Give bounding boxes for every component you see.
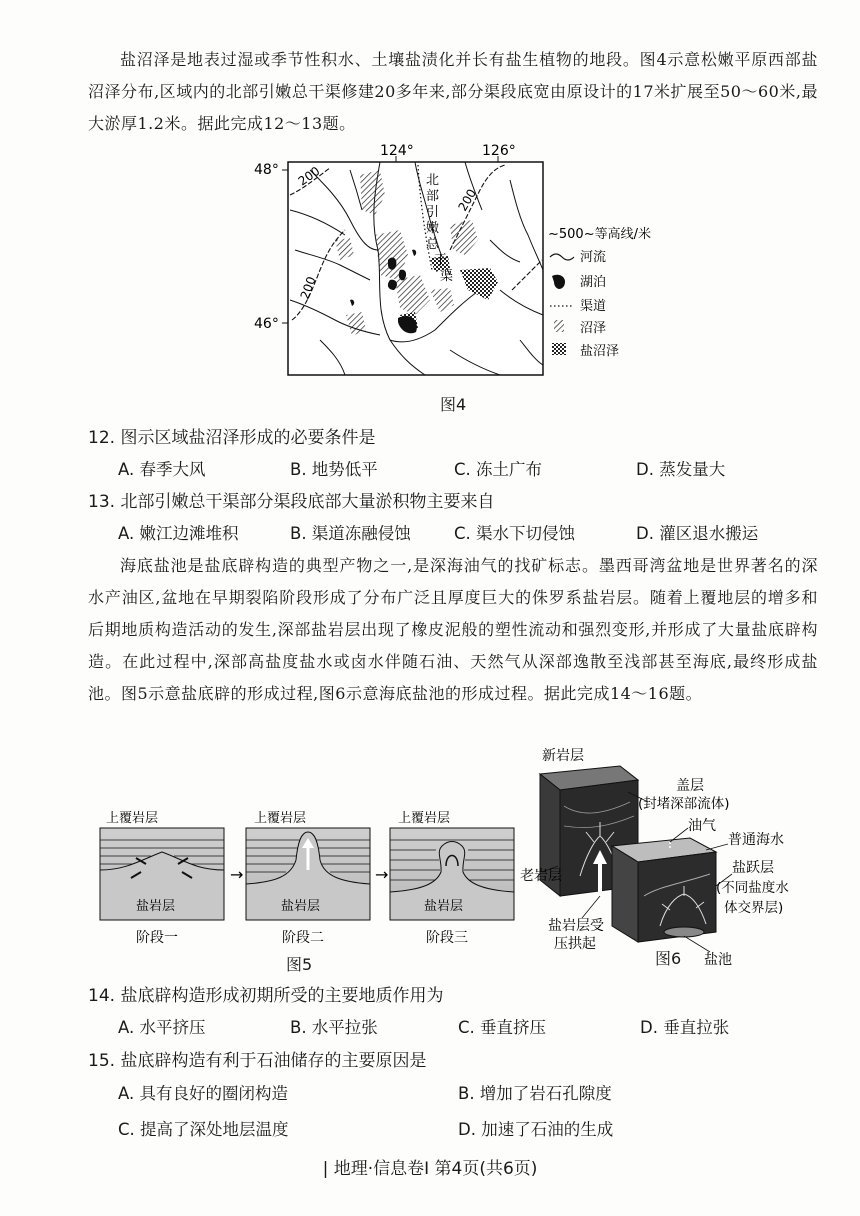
question-14-options (118, 1014, 818, 1040)
canal-char: 嫩 (426, 221, 440, 236)
question-13-options (118, 520, 818, 546)
legend-salt-marsh: 盐沼泽 (580, 344, 620, 359)
page-footer: | 地理·信息卷Ⅰ 第4页(共6页) (322, 1159, 538, 1179)
q13-option-b[interactable]: B. 渠道冻融侵蚀 (290, 524, 411, 543)
q15-option-b[interactable]: B. 增加了岩石孔隙度 (458, 1084, 612, 1103)
label-seawater: 普通海水 (728, 832, 784, 848)
stage-2-block (246, 810, 370, 946)
label-halocline: 盐跃层 (732, 860, 774, 876)
q13-option-c[interactable]: C. 渠水下切侵蚀 (454, 524, 576, 543)
question-12-stem: 12. 图示区域盐沼泽形成的必要条件是 (88, 428, 376, 448)
legend-river: 河流 (580, 250, 607, 265)
question-13-stem: 13. 北部引嫩总干渠部分渠段底部大量淤积物主要来自 (88, 492, 495, 512)
marsh-legend-icon (554, 320, 564, 332)
label-halocline-note-1: (不同盐度水 (716, 880, 789, 896)
legend-lake: 湖泊 (580, 275, 607, 290)
canal-char: 引 (426, 205, 440, 220)
latitude-48-label: 48° (254, 162, 279, 178)
q15-option-c[interactable]: C. 提高了深处地层温度 (118, 1120, 289, 1139)
question-15-options-row-2 (118, 1116, 818, 1142)
figure-5-diagram (96, 800, 516, 950)
passage-text: 盐沼泽是地表过湿或季节性积水、土壤盐渍化并长有盐生植物的地段。图4示意松嫩平原西部盐沼泽分布,区域内的北部引嫩总干渠修建20多年来,部分渠段底宽由原设计的17米扩展至50～60米,最大淤厚1.2米。据此完成12～13题。 (88, 50, 818, 133)
salt-marsh-legend-icon (552, 343, 566, 355)
q12-option-b[interactable]: B. 地势低平 (290, 460, 378, 479)
stage-1-label: 阶段一 (136, 930, 178, 946)
label-brine-pool: 盐池 (704, 952, 732, 968)
legend-canal: 渠道 (580, 299, 607, 314)
canal-char: 部 (426, 189, 440, 204)
canal-char: 总 (426, 237, 440, 252)
label-halocline-note-2: 体交界层) (724, 900, 784, 916)
longitude-126-label: 126° (482, 143, 516, 159)
q12-option-a[interactable]: A. 春季大风 (118, 460, 206, 479)
q15-option-d[interactable]: D. 加速了石油的生成 (458, 1120, 614, 1139)
longitude-124-label: 124° (380, 143, 414, 159)
canal-char: 干 (434, 253, 448, 268)
question-15-options-row-1 (118, 1080, 818, 1106)
river-legend-icon (550, 254, 574, 260)
q12-option-d[interactable]: D. 蒸发量大 (636, 460, 726, 479)
q14-option-a[interactable]: A. 水平挤压 (118, 1018, 206, 1037)
stage-2-salt-label: 盐岩层 (281, 899, 321, 914)
passage-salt-marsh (88, 44, 818, 140)
arrow-1: → (230, 865, 244, 884)
arrow-2: → (375, 865, 389, 884)
label-cap-note: (封堵深部流体) (638, 796, 730, 812)
stage-3-block (390, 810, 514, 946)
stage-3-label: 阶段三 (426, 930, 468, 946)
contour-label-nw: 200 (295, 163, 323, 189)
question-12-options (118, 456, 818, 482)
label-uplift-1: 盐岩层受 (548, 918, 604, 934)
q15-option-a[interactable]: A. 具有良好的圈闭构造 (118, 1084, 288, 1103)
stage-1-block (100, 810, 224, 946)
question-14-stem: 14. 盐底辟构造形成初期所受的主要地质作用为 (88, 986, 444, 1006)
canal-char: 北 (426, 173, 440, 188)
q14-option-d[interactable]: D. 垂直拉张 (640, 1018, 730, 1037)
stage-2-label: 阶段二 (282, 930, 324, 946)
stage-3-salt-label: 盐岩层 (424, 899, 464, 914)
stage-2-overburden-label: 上覆岩层 (254, 811, 307, 826)
label-old-rock: 老岩层 (520, 868, 562, 884)
stage-1-overburden-label: 上覆岩层 (106, 811, 159, 826)
brine-pool-block (612, 838, 716, 942)
passage-salt-diapir (88, 550, 818, 710)
q12-option-c[interactable]: C. 冻土广布 (454, 460, 543, 479)
question-15-stem: 15. 盐底辟构造有利于石油储存的主要原因是 (88, 1051, 427, 1071)
label-cap-layer: 盖层 (676, 778, 704, 794)
figure-5-caption: 图5 (286, 955, 313, 974)
contour-label-ne: 200 (455, 186, 480, 214)
label-new-rock: 新岩层 (542, 748, 584, 764)
map-legend (548, 226, 651, 359)
lake-legend-icon (552, 275, 565, 289)
stage-3-overburden-label: 上覆岩层 (398, 811, 451, 826)
label-uplift-2: 压拱起 (554, 936, 596, 952)
label-oil-gas: 油气 (688, 818, 716, 834)
figure-6-diagram (520, 746, 820, 968)
q13-option-d[interactable]: D. 灌区退水搬运 (636, 524, 759, 543)
latitude-46-label: 46° (254, 316, 279, 332)
figure-4-caption: 图4 (440, 395, 467, 414)
q14-option-b[interactable]: B. 水平拉张 (290, 1018, 378, 1037)
passage-text: 海底盐池是盐底辟构造的典型产物之一,是深海油气的找矿标志。墨西哥湾盆地是世界著名的深水产油区,盆地在早期裂陷阶段形成了分布广泛且厚度巨大的侏罗系盐岩层。随着上覆地层的增多和后期地质构造活动的发生,深部盐岩层出现了橡皮泥般的塑性流动和强烈变形,并形成了大量盐底辟构造。在此过程中,深部高盐度盐水或卤水伴随石油、天然气从深部逸散至浅部甚至海底,最终形成盐池。图5示意盐底辟的形成过程,图6示意海底盐池的形成过程。据此完成14～16题。 (88, 556, 818, 703)
figure-6-caption: 图6 (655, 949, 682, 968)
stage-1-salt-label: 盐岩层 (136, 899, 176, 914)
legend-contour: ~500~等高线/米 (548, 227, 651, 242)
map-frame (288, 162, 543, 375)
q14-option-c[interactable]: C. 垂直挤压 (458, 1018, 547, 1037)
figure-4-map (250, 140, 670, 380)
legend-marsh: 沼泽 (580, 321, 607, 336)
contour-label-w: 200 (297, 274, 319, 302)
brine-pool-shape (664, 927, 704, 937)
q13-option-a[interactable]: A. 嫩江边滩堆积 (118, 524, 239, 543)
canal-char: 渠 (440, 269, 454, 284)
